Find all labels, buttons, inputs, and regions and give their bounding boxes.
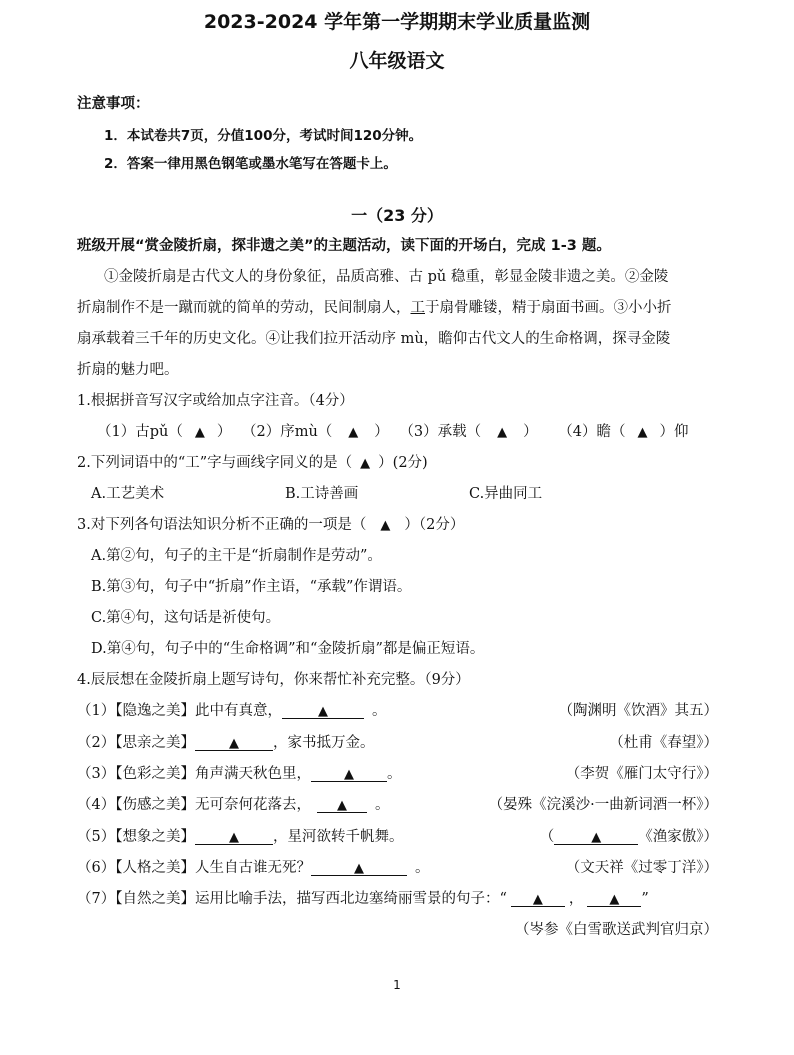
passage-line-3: 扇承载着三千年的历史文化。④让我们拉开活动序 mù，瞻仰古代文人的生命格调，探寻金陵 bbox=[77, 331, 671, 347]
q4-item-7 bbox=[77, 887, 649, 908]
q2-stem bbox=[77, 451, 428, 472]
item-number: （3） bbox=[77, 766, 116, 782]
item-number: （2） bbox=[77, 735, 116, 751]
q4-item-7-source: （岑参《白雪歌送武判官归京） bbox=[515, 922, 718, 938]
q4-item-5 bbox=[77, 825, 403, 846]
item-number: （5） bbox=[77, 829, 116, 845]
q4-item-3-source: （李贺《雁门太守行》） bbox=[565, 766, 718, 782]
q2-stem-tail: ）(2分) bbox=[378, 455, 428, 471]
q1-item-2: （2）序mù（ bbox=[241, 424, 333, 440]
q4-item-4-source: （晏殊《浣溪沙·一曲新词酒一杯》） bbox=[488, 797, 718, 813]
verse-suffix: 。 bbox=[414, 860, 430, 876]
passage-line-2 bbox=[77, 296, 672, 317]
verse-suffix: ” bbox=[641, 891, 649, 907]
q2-option-a: A.工艺美术 bbox=[91, 486, 165, 502]
answer-blank[interactable] bbox=[317, 797, 367, 813]
verse-separator: ， bbox=[568, 891, 584, 907]
q3-option-c: C.第④句，这句话是祈使句。 bbox=[91, 610, 281, 626]
verse-prompt: 【色彩之美】角声满天秋色里， bbox=[115, 766, 311, 782]
q3-option-a: A.第②句，句子的主干是“折扇制作是劳动”。 bbox=[91, 548, 382, 564]
verse-suffix: ，星河欲转千帆舞。 bbox=[272, 829, 404, 845]
answer-blank-marker: ▲ bbox=[228, 736, 239, 751]
answer-blank-marker: ▲ bbox=[194, 425, 205, 440]
q3-stem bbox=[77, 513, 464, 534]
exam-subtitle: 八年级语文 bbox=[349, 50, 445, 72]
answer-blank[interactable] bbox=[587, 891, 641, 907]
notice-item-1: 1．本试卷共7页，分值100分，考试时间120分钟。 bbox=[104, 128, 423, 144]
q3-option-b: B.第③句，句子中“折扇”作主语，“承载”作谓语。 bbox=[91, 579, 412, 595]
q4-item-6 bbox=[77, 856, 429, 877]
page-number: 1 bbox=[393, 978, 401, 992]
verse-suffix: 。 bbox=[371, 703, 387, 719]
answer-blank-marker: ▲ bbox=[497, 425, 508, 440]
answer-blank-marker: ▲ bbox=[360, 456, 371, 471]
q4-item-3 bbox=[77, 762, 401, 783]
verse-prompt: 【思亲之美】 bbox=[115, 735, 195, 751]
item-number: （4） bbox=[77, 797, 116, 813]
source-title: 《渔家傲》） bbox=[638, 829, 718, 845]
q1-items bbox=[97, 420, 688, 441]
verse-prompt: 【自然之美】运用比喻手法，描写西北边塞绮丽雪景的句子：“ bbox=[115, 891, 507, 907]
q4-item-5-source bbox=[540, 825, 718, 846]
answer-blank-marker: ▲ bbox=[336, 798, 347, 813]
answer-blank[interactable] bbox=[195, 829, 273, 845]
verse-prompt: 【伤感之美】无可奈何花落去， bbox=[115, 797, 311, 813]
underlined-character: 工 bbox=[410, 300, 425, 316]
verse-suffix: ，家书抵万金。 bbox=[272, 735, 375, 751]
q1-stem: 1.根据拼音写汉字或给加点字注音。（4分） bbox=[77, 393, 354, 409]
answer-blank-marker: ▲ bbox=[348, 425, 359, 440]
q4-item-2 bbox=[77, 731, 374, 752]
answer-blank-marker: ▲ bbox=[637, 425, 648, 440]
q1-close-1: ） bbox=[216, 424, 232, 440]
answer-blank-marker: ▲ bbox=[609, 892, 620, 907]
q2-option-b: B.工诗善画 bbox=[285, 486, 359, 502]
verse-prompt: 【隐逸之美】此中有真意， bbox=[115, 703, 282, 719]
passage-line-4: 折扇的魅力吧。 bbox=[77, 362, 179, 378]
q2-stem-text: 2.下列词语中的“工”字与画线字同义的是（ bbox=[77, 455, 353, 471]
q3-stem-text: 3.对下列各句语法知识分析不正确的一项是（ bbox=[77, 517, 367, 533]
answer-blank-marker: ▲ bbox=[591, 830, 602, 845]
verse-prompt: 【想象之美】 bbox=[115, 829, 195, 845]
q4-item-4 bbox=[77, 793, 389, 814]
q2-option-c: C.异曲同工 bbox=[469, 486, 543, 502]
answer-blank[interactable] bbox=[511, 891, 565, 907]
passage-line-1: ①金陵折扇是古代文人的身份象征，品质高雅、古 pǔ 稳重，彰显金陵非遗之美。②金陵 bbox=[104, 269, 669, 285]
answer-blank[interactable] bbox=[195, 735, 273, 751]
q1-tail: ）仰 bbox=[659, 424, 689, 440]
item-number: （1） bbox=[77, 703, 116, 719]
answer-blank-marker: ▲ bbox=[228, 830, 239, 845]
answer-blank-marker: ▲ bbox=[317, 704, 328, 719]
author-blank[interactable] bbox=[554, 829, 638, 845]
q1-item-4: （4）瞻（ bbox=[558, 424, 626, 440]
answer-blank-marker: ▲ bbox=[353, 861, 364, 876]
answer-blank-marker: ▲ bbox=[343, 767, 354, 782]
item-number: （6） bbox=[77, 860, 116, 876]
answer-blank[interactable] bbox=[311, 860, 407, 876]
q3-stem-tail: ）（2分） bbox=[404, 517, 465, 533]
source-open: （ bbox=[539, 829, 555, 845]
q3-option-d: D.第④句，句子中的“生命格调”和“金陵折扇”都是偏正短语。 bbox=[91, 641, 485, 657]
answer-blank[interactable] bbox=[311, 766, 387, 782]
section-title: 一（23 分） bbox=[351, 206, 443, 225]
exam-title: 2023-2024 学年第一学期期末学业质量监测 bbox=[203, 11, 591, 33]
passage-line-2-start: 折扇制作不是一蹴而就的简单的劳动，民间制扇人， bbox=[77, 300, 411, 316]
q1-close-2: ） bbox=[374, 424, 389, 440]
q4-item-1 bbox=[77, 699, 386, 720]
q4-item-6-source: （文天祥《过零丁洋》） bbox=[565, 860, 718, 876]
q4-stem: 4.辰辰想在金陵折扇上题写诗句，你来帮忙补充完整。（9分） bbox=[77, 672, 470, 688]
verse-prompt: 【人格之美】人生自古谁无死？ bbox=[115, 860, 311, 876]
q1-item-3: （3）承载（ bbox=[399, 424, 482, 440]
notice-heading: 注意事项： bbox=[77, 96, 150, 112]
q4-item-2-source: （杜甫《春望》） bbox=[609, 735, 718, 751]
answer-blank-marker: ▲ bbox=[532, 892, 543, 907]
q4-item-1-source: （陶渊明《饮酒》其五） bbox=[558, 703, 718, 719]
q1-close-3: ） bbox=[523, 424, 538, 440]
q1-item-1: （1）古pǔ（ bbox=[97, 424, 183, 440]
item-number: （7） bbox=[77, 891, 116, 907]
answer-blank[interactable] bbox=[282, 703, 364, 719]
verse-suffix: 。 bbox=[374, 797, 390, 813]
answer-blank-marker: ▲ bbox=[380, 518, 391, 533]
section-intro: 班级开展“赏金陵折扇，探非遗之美”的主题活动，读下面的开场白，完成 1-3 题。 bbox=[77, 238, 611, 254]
passage-line-2-end: 于扇骨雕镂，精于扇面书画。③小小折 bbox=[425, 300, 672, 316]
verse-suffix: 。 bbox=[386, 766, 402, 782]
notice-item-2: 2．答案一律用黑色钢笔或墨水笔写在答题卡上。 bbox=[104, 156, 397, 172]
